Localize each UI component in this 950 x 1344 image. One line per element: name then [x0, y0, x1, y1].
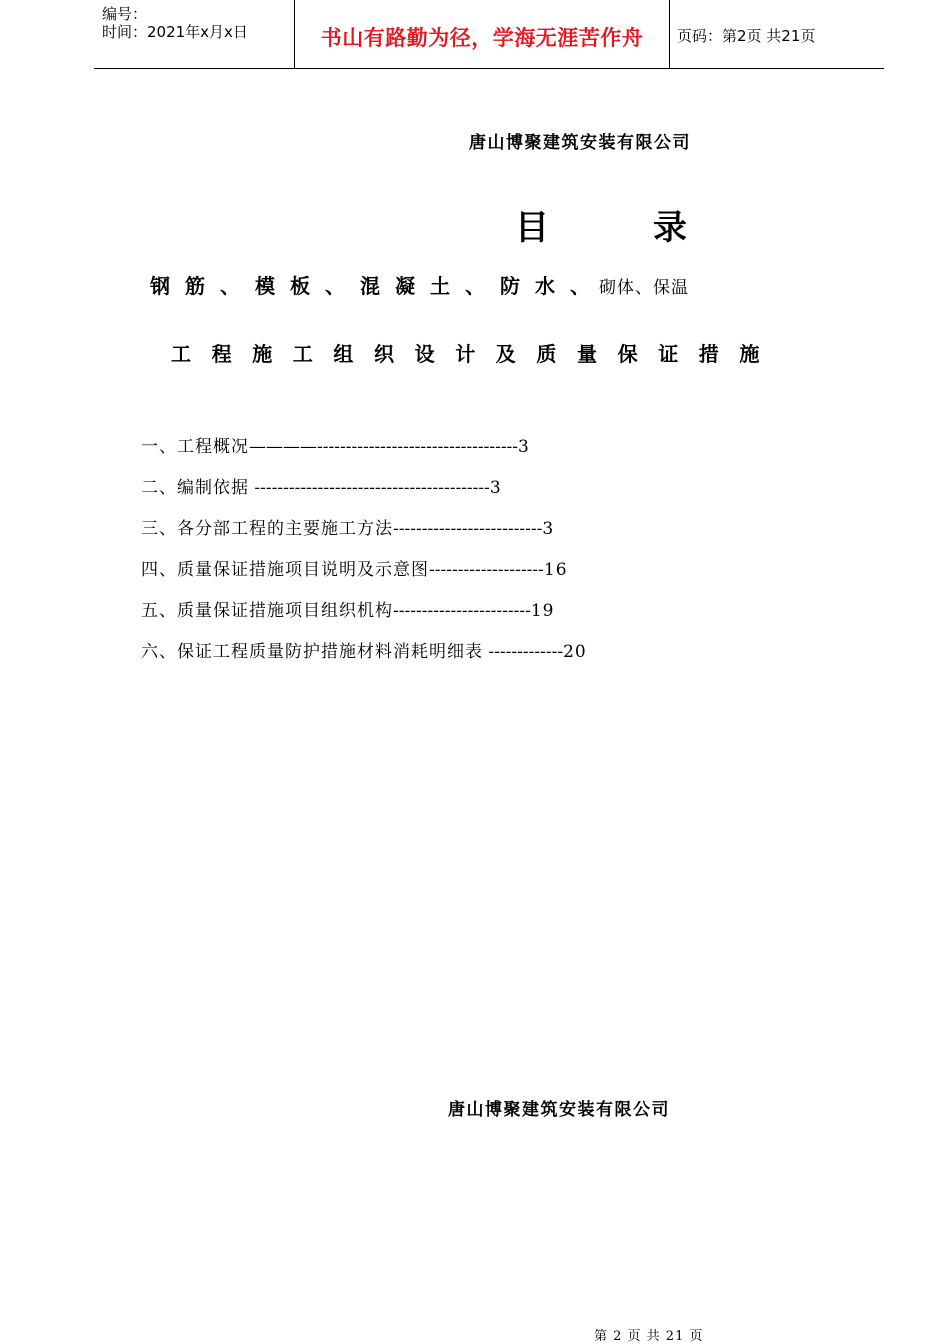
- toc-item-page: 3: [518, 437, 530, 457]
- toc-item-leader: ————-----------------------------------: [249, 437, 519, 457]
- toc-item-page: 20: [563, 642, 587, 662]
- toc-item-title: 六、保证工程质量防护措施材料消耗明细表: [141, 642, 483, 662]
- toc-item-title: 四、质量保证措施项目说明及示意图: [141, 560, 429, 580]
- toc-item-leader: --------------------------: [393, 519, 543, 539]
- toc-item-title: 二、编制依据: [141, 478, 249, 498]
- toc-item-page: 3: [489, 478, 502, 498]
- toc-item-leader: ------------------------: [393, 601, 531, 621]
- toc-item[interactable]: [141, 477, 701, 518]
- motto: 书山有路勤为径，学海无涯苦作舟: [320, 25, 644, 50]
- page-info: 页码：第2页 共21页: [677, 27, 816, 45]
- toc-item-page: 19: [530, 601, 555, 621]
- header-motto-cell: [294, 0, 670, 68]
- toc-item-title: 三、各分部工程的主要施工方法: [141, 519, 393, 539]
- toc-item[interactable]: [141, 600, 701, 641]
- toc-item-page: 16: [543, 560, 568, 580]
- company-name-top: 唐山博聚建筑安装有限公司: [469, 133, 691, 153]
- header-meta-cell: [94, 0, 294, 68]
- toc-item[interactable]: [141, 559, 701, 600]
- header-page-cell: [669, 0, 884, 68]
- subtitle-line-2: 工程施工组织设计及质量保证措施: [171, 342, 780, 366]
- page-header: [94, 0, 884, 69]
- serial-label: 编号：: [102, 5, 148, 23]
- toc-item[interactable]: [141, 641, 701, 682]
- company-name-bottom: 唐山博聚建筑安装有限公司: [448, 1100, 670, 1120]
- subtitle-line-1: [150, 270, 689, 299]
- subtitle-line-1-tail: 砌体、保温: [599, 278, 689, 298]
- toc-item-page: 3: [542, 519, 555, 539]
- time-line: 时间：2021年x月x日: [102, 23, 248, 41]
- toc-title: 目录: [515, 208, 791, 248]
- page-footer: 第 2 页 共 21 页: [594, 1329, 704, 1344]
- toc-list: [141, 436, 701, 682]
- subtitle-line-1-main: 钢筋、模板、混凝土、防水、: [150, 274, 605, 298]
- toc-item[interactable]: [141, 436, 701, 477]
- toc-item-leader: -------------: [483, 642, 564, 662]
- toc-item-leader: -----------------------------------------: [249, 478, 490, 498]
- toc-item-leader: --------------------: [429, 560, 544, 580]
- toc-item-title: 五、质量保证措施项目组织机构: [141, 601, 393, 621]
- toc-item-title: 一、工程概况: [141, 437, 249, 457]
- toc-item[interactable]: [141, 518, 701, 559]
